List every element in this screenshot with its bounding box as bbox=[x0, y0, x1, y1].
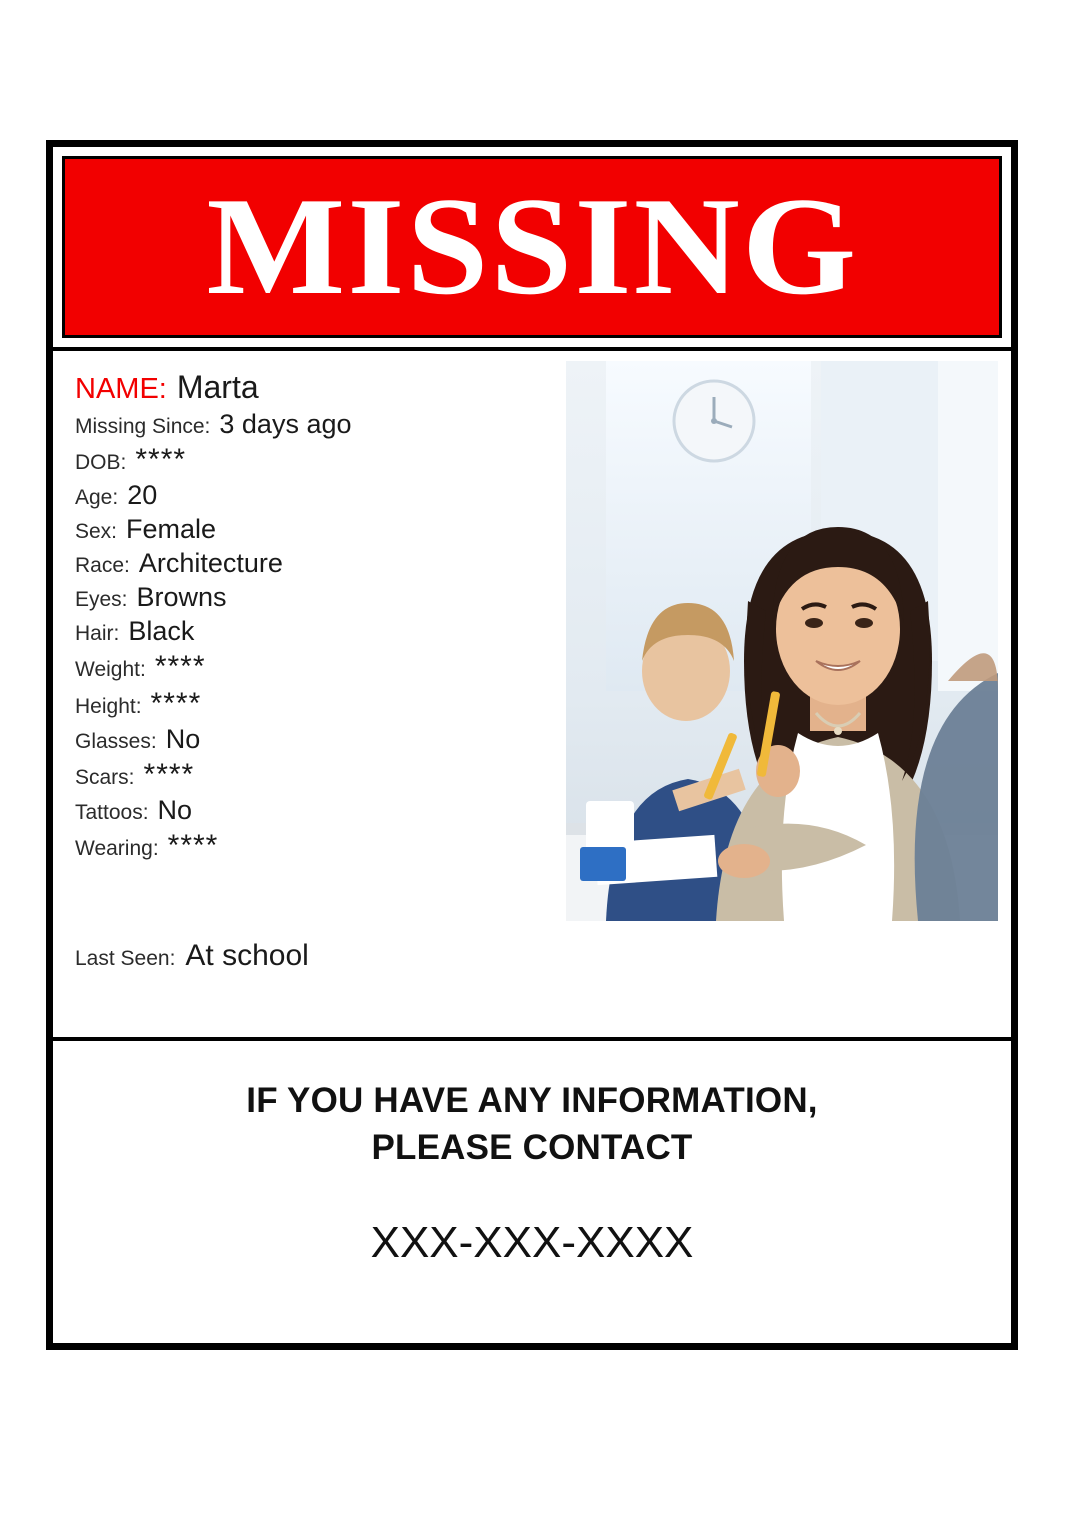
field-value-hair: Black bbox=[128, 616, 195, 646]
field-row-age bbox=[75, 480, 595, 511]
field-value-missing-since: 3 days ago bbox=[219, 409, 352, 439]
field-label-race: Race: bbox=[75, 554, 130, 577]
field-label-eyes: Eyes: bbox=[75, 588, 128, 611]
field-row-height bbox=[75, 687, 595, 721]
contact-section bbox=[53, 1037, 1011, 1354]
field-value-name: Marta bbox=[176, 369, 259, 405]
field-label-weight: Weight: bbox=[75, 658, 146, 681]
field-row-wearing bbox=[75, 829, 595, 863]
field-value-dob: **** bbox=[135, 443, 187, 476]
field-list bbox=[75, 369, 595, 866]
contact-line-2: PLEASE CONTACT bbox=[371, 1128, 693, 1168]
field-row-last-seen bbox=[75, 939, 309, 973]
field-row-glasses bbox=[75, 724, 595, 755]
field-value-race: Architecture bbox=[138, 548, 283, 578]
field-label-age: Age: bbox=[75, 486, 119, 509]
field-row-tattoos bbox=[75, 795, 595, 826]
contact-line-1: IF YOU HAVE ANY INFORMATION, bbox=[246, 1081, 818, 1120]
field-value-weight: **** bbox=[154, 650, 206, 683]
field-value-age: 20 bbox=[127, 480, 158, 510]
field-label-wearing: Wearing: bbox=[75, 837, 159, 860]
contact-phone: XXX-XXX-XXXX bbox=[370, 1217, 694, 1267]
field-row-weight bbox=[75, 650, 595, 684]
field-row-missing-since bbox=[75, 409, 595, 440]
field-label-name: NAME: bbox=[75, 373, 167, 405]
field-label-dob: DOB: bbox=[75, 451, 127, 474]
person-photo bbox=[566, 361, 998, 921]
field-value-wearing: **** bbox=[167, 829, 219, 862]
field-label-missing-since: Missing Since: bbox=[75, 415, 211, 438]
field-label-last-seen: Last Seen: bbox=[75, 947, 176, 970]
field-row-name bbox=[75, 369, 595, 406]
field-value-glasses: No bbox=[165, 724, 201, 754]
field-value-tattoos: No bbox=[157, 795, 193, 825]
field-value-height: **** bbox=[150, 687, 202, 720]
banner-title: MISSING bbox=[206, 169, 858, 324]
field-value-sex: Female bbox=[126, 514, 217, 544]
field-value-eyes: Browns bbox=[136, 582, 227, 612]
field-row-scars bbox=[75, 758, 595, 792]
details-section bbox=[53, 347, 1011, 1037]
field-label-glasses: Glasses: bbox=[75, 730, 157, 753]
field-row-eyes bbox=[75, 582, 595, 613]
field-row-race bbox=[75, 548, 595, 579]
field-row-sex bbox=[75, 514, 595, 545]
missing-person-poster bbox=[46, 140, 1018, 1350]
field-row-hair bbox=[75, 616, 595, 647]
field-row-dob bbox=[75, 443, 595, 477]
field-value-scars: **** bbox=[143, 758, 195, 791]
field-label-tattoos: Tattoos: bbox=[75, 801, 149, 824]
field-label-hair: Hair: bbox=[75, 622, 120, 645]
field-value-last-seen: At school bbox=[185, 939, 309, 972]
field-label-height: Height: bbox=[75, 695, 142, 718]
field-label-sex: Sex: bbox=[75, 520, 118, 543]
field-label-scars: Scars: bbox=[75, 766, 135, 789]
missing-banner bbox=[62, 156, 1002, 338]
